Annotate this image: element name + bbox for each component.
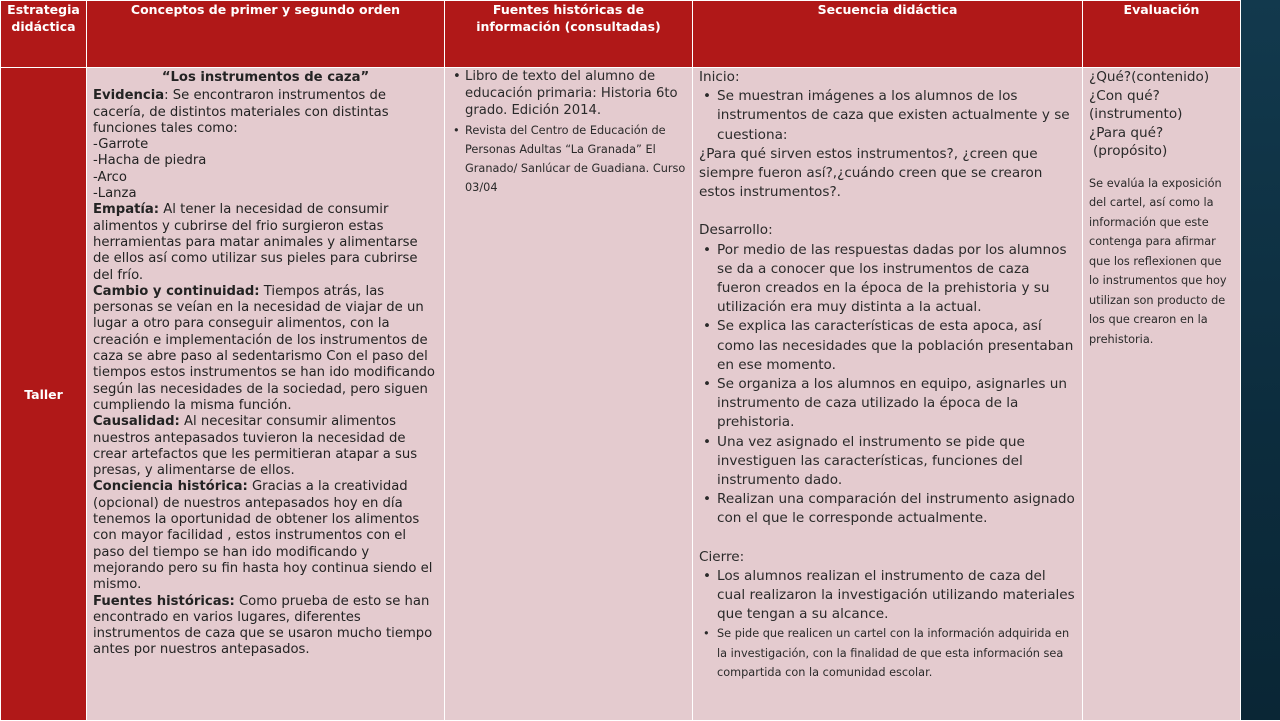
change-paragraph <box>93 284 438 414</box>
start-question: ¿Para qué sirven estos instrumentos?, ¿creen que siempre fueron así?,¿cuándo creen que se crearon estos instrumentos?. <box>699 145 1043 201</box>
list-item: -Arco <box>93 169 127 185</box>
sources-text: Como prueba de esto se han encontrado en varios lugares, diferentes instrumentos de caza que se usaron mucho tiempo antes por nuestros antepasados. <box>93 593 433 658</box>
sources-cell <box>445 68 693 721</box>
evaluation-note: Se evalúa la exposición del cartel, así como la información que este contenga para afirmar que los reflexionen que lo instrumentos que hoy utilizan son producto de los que crearon en la prehistoria. <box>1089 176 1227 346</box>
list-item: • Se organiza a los alumnos en equipo, asignarles un instrumento de caza utilizado la época de la prehistoria. <box>717 375 1076 433</box>
close-label: Cierre: <box>699 548 745 565</box>
list-item: • Se pide que realicen un cartel con la información adquirida en la investigación, con la finalidad de que esta información sea compartida con la comunidad escolar. <box>717 624 1076 683</box>
list-item: • Libro de texto del alumno de educación primaria: Historia 6to grado. Edición 2014. <box>465 68 686 119</box>
sequence-cell <box>693 68 1083 721</box>
list-item: • Los alumnos realizan el instrumento de caza del cual realizaron la investigación utilizando materiales que tengan a su alcance. <box>717 567 1076 625</box>
causality-paragraph <box>93 414 438 479</box>
header-evaluation: Evaluación <box>1083 1 1241 68</box>
list-item: • Revista del Centro de Educación de Personas Adultas “La Granada” El Granado/ Sanlúcar de Guadiana. Curso 03/04 <box>465 121 686 197</box>
list-item: -Garrote <box>93 137 149 153</box>
concepts-title: “Los instrumentos de caza” <box>161 70 370 85</box>
conscience-label: Conciencia histórica: <box>93 479 248 495</box>
start-list <box>699 87 1076 145</box>
list-item: • Por medio de las respuestas dadas por los alumnos se da a conocer que los instrumentos de caza fueron creados en la época de la prehistoria y su utilización era muy distinta a la actual. <box>717 241 1076 318</box>
empathy-label: Empatía: <box>93 202 160 218</box>
empathy-text: Al tener la necesidad de consumir alimentos y cubrirse del frio surgieron estas herramientas para matar animales y alimentarse de ellos así como utilizar sus pieles para cubrirse del frío. <box>93 202 418 283</box>
evaluation-what: ¿Qué?(contenido) <box>1089 69 1210 85</box>
evidence-label: Evidencia <box>93 88 165 104</box>
evaluation-what-for: ¿Para qué? <box>1089 124 1164 141</box>
hunting-tools-list <box>93 137 438 202</box>
header-concepts: Conceptos de primer y segundo orden <box>87 1 445 68</box>
causality-label: Causalidad: <box>93 414 180 430</box>
evidence-text: : Se encontraron instrumentos de cacería, de distintos materiales con distintas funciones tales como: <box>93 88 389 136</box>
evidence-paragraph <box>93 88 438 137</box>
content-row <box>1 68 1241 721</box>
strategy-cell: Taller <box>1 68 87 721</box>
start-label: Inicio: <box>699 69 740 85</box>
evaluation-with-what: ¿Con qué? (instrumento) <box>1089 87 1183 122</box>
list-item: -Lanza <box>93 186 137 202</box>
empathy-paragraph <box>93 202 438 283</box>
list-item: • Realizan una comparación del instrumento asignado con el que le corresponde actualmente. <box>717 490 1076 528</box>
change-text: Tiempos atrás, las personas se veían en la necesidad de viajar de un lugar a otro para conseguir alimentos, con la creación e implementación de los instrumentos de caza se abre paso al sedentarismo Con el paso del tiempos estos instrumentos se han ido modificando según las necesidades de la sociedad, pero siguen cumpliendo la misma función. <box>93 283 435 413</box>
evaluation-purpose: (propósito) <box>1093 143 1168 159</box>
development-label: Desarrollo: <box>699 222 773 239</box>
development-list <box>699 241 1076 529</box>
evaluation-cell <box>1083 68 1241 721</box>
header-sources: Fuentes históricas de información (consultadas) <box>445 1 693 68</box>
list-item: -Hacha de piedra <box>93 153 207 169</box>
close-list <box>699 567 1076 683</box>
header-strategy: Estrategia didáctica <box>1 1 87 68</box>
concepts-cell <box>87 68 445 721</box>
list-item: • Se explica las características de esta apoca, así como las necesidades que la población presentaban en ese momento. <box>717 317 1076 375</box>
header-sequence: Secuencia didáctica <box>693 1 1083 68</box>
slide-side-bar <box>1240 0 1280 720</box>
causality-text: Al necesitar consumir alimentos nuestros antepasados tuvieron la necesidad de crear artefactos que les permitieran atapar a sus presas, y alimentarse de ellos. <box>93 414 418 479</box>
header-row <box>1 1 1241 68</box>
list-item: • Se muestran imágenes a los alumnos de los instrumentos de caza que existen actualmente y se cuestiona: <box>717 87 1076 145</box>
conscience-paragraph <box>93 479 438 593</box>
list-item: • Una vez asignado el instrumento se pide que investiguen las características, funciones del instrumento dado. <box>717 433 1076 491</box>
sources-paragraph <box>93 594 438 659</box>
sources-label: Fuentes históricas: <box>93 593 235 609</box>
conscience-text: Gracias a la creatividad (opcional) de nuestros antepasados hoy en día tenemos la oportunidad de obtener los alimentos con mayor facilidad , estos instrumentos con el paso del tiempo se han ido modificando y mejorando pero su fin hasta hoy continua siendo el mismo. <box>93 479 433 593</box>
change-label: Cambio y continuidad: <box>93 283 260 299</box>
sources-list <box>451 68 686 197</box>
